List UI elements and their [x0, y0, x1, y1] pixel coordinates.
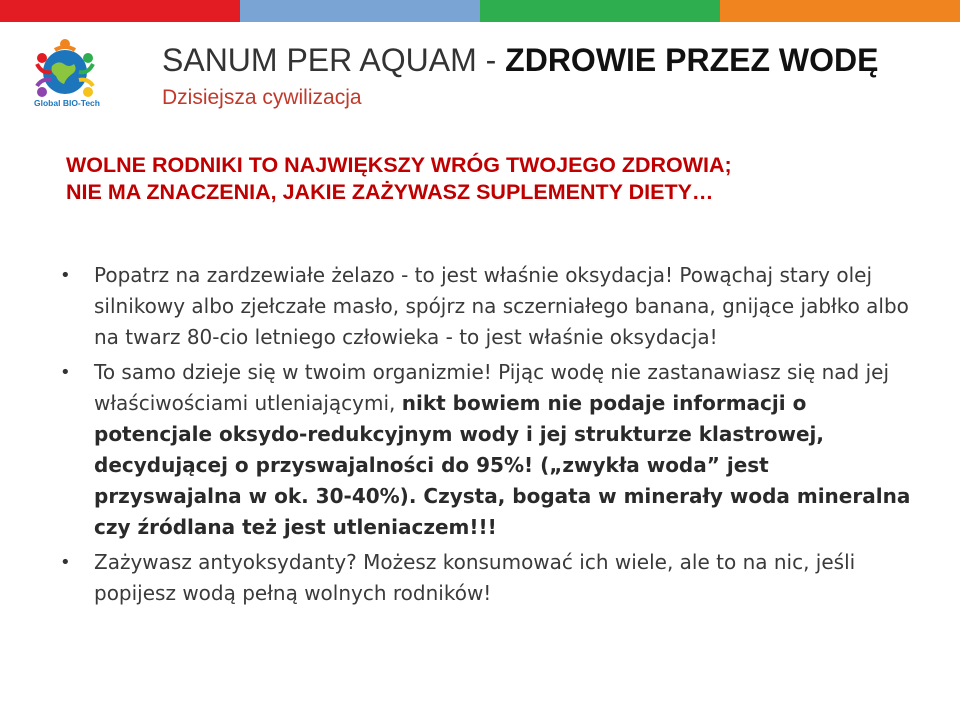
- headline-line-2: NIE MA ZNACZENIA, JAKIE ZAŻYWASZ SUPLEMENTY DIETY…: [66, 180, 714, 204]
- bullet-item-3: [60, 547, 920, 609]
- bullet-text-3: Zażywasz antyoksydanty? Możesz konsumować ich wiele, ale to na nic, jeśli popijesz wodą pełną wolnych rodników!: [94, 550, 856, 605]
- headline: [66, 152, 906, 206]
- headline-line-1: WOLNE RODNIKI TO NAJWIĘKSZY WRÓG TWOJEGO ZDROWIA;: [66, 153, 732, 177]
- bullet-text-1: Popatrz na zardzewiałe żelazo - to jest właśnie oksydacja! Powąchaj stary olej silnikowy albo zjełczałe masło, spójrz na sczerniałego banana, gnijące jabłko albo na twarz 80-cio letniego człowieka - to jest właśnie oksydacja!: [94, 263, 909, 349]
- bullet-dot-icon: •: [60, 265, 71, 286]
- page-subtitle: Dzisiejsza cywilizacja: [162, 86, 362, 109]
- bullet-dot-icon: •: [60, 552, 71, 573]
- globe-with-people-icon: [28, 36, 102, 124]
- bullet-item-2: [60, 357, 920, 543]
- stripe-red: [0, 0, 240, 22]
- color-stripe-bar: [0, 0, 960, 22]
- stripe-lightblue: [240, 0, 480, 22]
- title-left: SANUM PER AQUAM -: [162, 42, 506, 78]
- logo-caption: Global BIO-Tech: [34, 98, 100, 108]
- page-title: [162, 40, 878, 80]
- title-right: ZDROWIE PRZEZ WODĘ: [505, 42, 879, 78]
- bullet-text-2: To samo dzieje się w twoim organizmie! Pijąc wodę nie zastanawiasz się nad jej właściwościami utleniającymi,: [94, 360, 890, 415]
- bullet-item-1: [60, 260, 920, 353]
- stripe-orange: [720, 0, 960, 22]
- stripe-green: [480, 0, 720, 22]
- bullet-dot-icon: •: [60, 362, 71, 383]
- bullet-list: [60, 260, 920, 613]
- bullet-text-2-bold: nikt bowiem nie podaje informacji o potencjale oksydo-redukcyjnym wody i jej strukturze klastrowej, decydującej o przyswajalności do 95%! („zwykła woda” jest przyswajalna w ok. 30-40%). Czysta, bogata w minerały woda mineralna czy źródlana też jest utleniaczem!!!: [94, 391, 911, 539]
